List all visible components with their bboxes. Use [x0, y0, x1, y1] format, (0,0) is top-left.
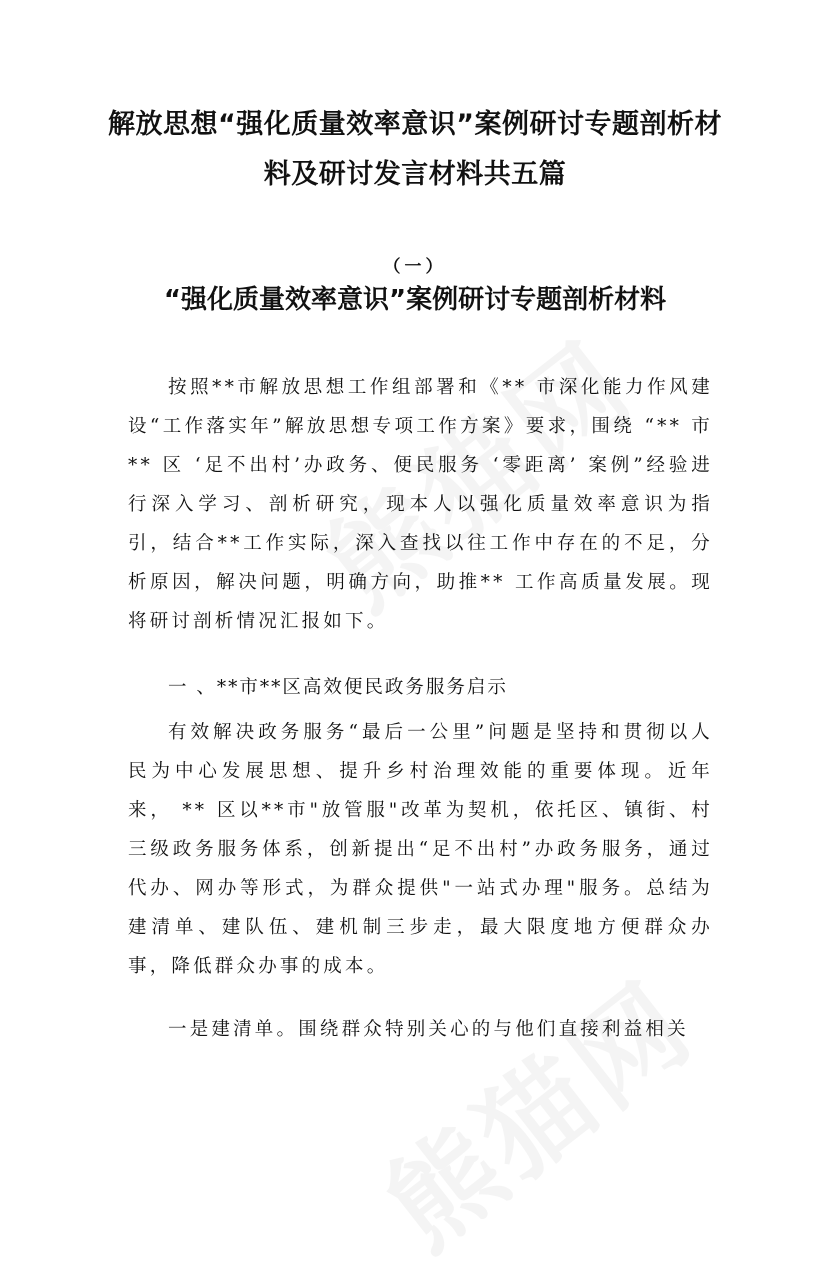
- intro-paragraph-block: [128, 368, 713, 641]
- section-number: （一）: [383, 257, 447, 277]
- paragraph-3-block: [128, 1010, 713, 1049]
- paragraph-3: 一是建清单。围绕群众特别关心的与他们直接利益相关: [168, 1019, 689, 1040]
- paragraph-2: 有效解决政务服务“最后一公里”问题是坚持和贯彻以人民为中心发展思想、提升乡村治理效能的重要体现。近年来， ** 区以**市"放管服"改革为契机，依托区、镇街、村三级政务服务体系，创新提出“足不出村”办政务服务，通过代办、网办等形式，为群众提供"一站式办理"服务。总结为建清单、建队伍、建机制三步走，最大限度地方便群众办事，降低群众办事的成本。: [128, 722, 713, 977]
- paragraph-2-block: [128, 713, 713, 986]
- heading-1: 一 、**市**区高效便民政务服务启示: [168, 677, 508, 698]
- document-title: 解放思想“强化质量效率意识”案例研讨专题剖析材料及研讨发言材料共五篇: [108, 109, 722, 190]
- watermark: [348, 940, 720, 1278]
- section-title: “强化质量效率意识”案例研讨专题剖析材料: [163, 285, 667, 315]
- intro-paragraph: 按照**市解放思想工作组部署和《** 市深化能力作风建设“工作落实年”解放思想专项工作方案》要求，围绕 “** 市** 区 ‘足不出村’办政务、便民服务 ‘零距离’ 案例”经验进行深入学习、剖析研究，现本人以强化质量效率意识为指引，结合**工作实际，深入查找以往工作中存在的不足，分析原因，解决问题，明确方向，助推** 工作高质量发展。现将研讨剖析情况汇报如下。: [128, 377, 713, 632]
